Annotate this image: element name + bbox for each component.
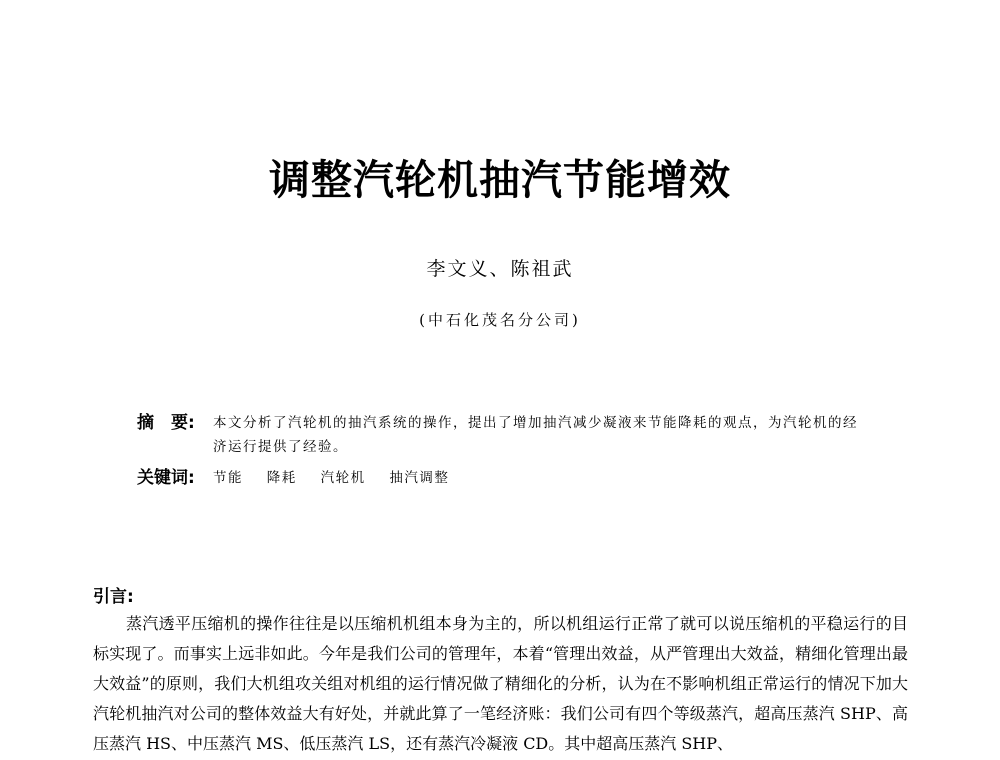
intro-heading: 引言: bbox=[93, 587, 134, 607]
keywords-label-group bbox=[137, 463, 195, 488]
keyword: 节能 bbox=[213, 470, 243, 486]
keyword: 汽轮机 bbox=[320, 470, 366, 486]
intro-paragraph: 蒸汽透平压缩机的操作往往是以压缩机机组本身为主的，所以机组运行正常了就可以说压缩机的平稳运行的目标实现了。而事实上远非如此。今年是我们公司的管理年，本着“管理出效益，从严管理出大效益，精细化管理出最大效益”的原则，我们大机组攻关组对机组的运行情况做了精细化的分析，认为在不影响机组正常运行的情况下加大汽轮机抽汽对公司的整体效益大有好处，并就此算了一笔经济账：我们公司有四个等级蒸汽，超高压蒸汽 SHP、高压蒸汽 HS、中压蒸汽 MS、低压蒸汽 LS，还有蒸汽冷凝液 CD。其中超高压蒸汽 SHP、 bbox=[93, 614, 908, 753]
abstract-text: 本文分析了汽轮机的抽汽系统的操作，提出了增加抽汽减少凝液来节能降耗的观点，为汽轮机的经济运行提供了经验。 bbox=[213, 415, 858, 455]
keywords-separator: : bbox=[188, 468, 195, 488]
keyword: 降耗 bbox=[266, 470, 297, 486]
abstract-separator: : bbox=[188, 413, 195, 433]
author-list: 李文义、陈祖武 bbox=[426, 258, 574, 280]
abstract-label: 摘 要 bbox=[137, 413, 188, 433]
abstract-label-group bbox=[137, 408, 213, 433]
keywords-list bbox=[213, 466, 467, 486]
paper-title: 调整汽轮机抽汽节能增效 bbox=[269, 156, 731, 204]
keyword: 抽汽调整 bbox=[389, 470, 450, 486]
affiliation: (中石化茂名分公司) bbox=[419, 311, 581, 329]
keywords-label: 关键词 bbox=[137, 468, 188, 488]
